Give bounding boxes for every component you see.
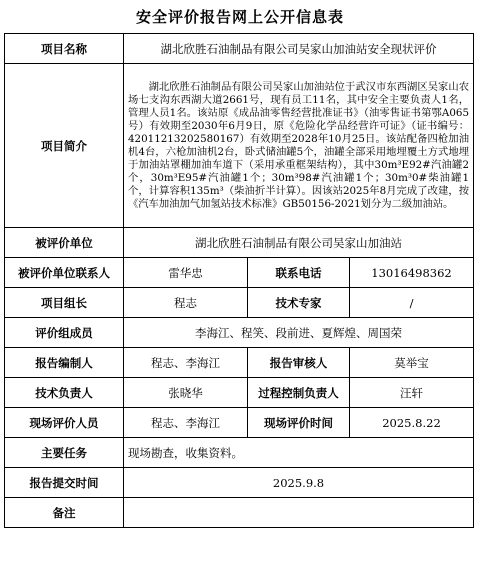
field-eval-value: 程志、李海江: [124, 408, 248, 438]
row-evaluated-unit: [5, 228, 474, 258]
field-eval-label: 现场评价人员: [5, 408, 124, 438]
row-project-intro: [5, 64, 474, 228]
report-reviewer-value: 莫举宝: [350, 348, 474, 378]
evaluated-unit-label: 被评价单位: [5, 228, 124, 258]
row-submit-time: [5, 468, 474, 498]
row-field-eval: [5, 408, 474, 438]
main-task-label: 主要任务: [5, 438, 124, 468]
submit-time-value: 2025.9.8: [124, 468, 474, 498]
project-name-value: 湖北欣胜石油制品有限公司吴家山加油站安全现状评价: [124, 34, 474, 64]
info-table: [4, 33, 474, 528]
report-reviewer-label: 报告审核人: [248, 348, 350, 378]
contact-value: 雷华忠: [124, 258, 248, 288]
row-team-members: [5, 318, 474, 348]
field-eval-time-label: 现场评价时间: [248, 408, 350, 438]
process-control-label: 过程控制负责人: [248, 378, 350, 408]
team-members-value: 李海江、程笑、段前进、夏辉煌、周国荣: [124, 318, 474, 348]
row-contact: [5, 258, 474, 288]
tech-lead-label: 技术负责人: [5, 378, 124, 408]
evaluated-unit-value: 湖北欣胜石油制品有限公司吴家山加油站: [124, 228, 474, 258]
contact-label: 被评价单位联系人: [5, 258, 124, 288]
tech-expert-label: 技术专家: [248, 288, 350, 318]
project-name-label: 项目名称: [5, 34, 124, 64]
tech-lead-value: 张晓华: [124, 378, 248, 408]
row-project-name: [5, 34, 474, 64]
team-members-label: 评价组成员: [5, 318, 124, 348]
submit-time-label: 报告提交时间: [5, 468, 124, 498]
row-team-leader: [5, 288, 474, 318]
row-report-author: [5, 348, 474, 378]
report-author-label: 报告编制人: [5, 348, 124, 378]
remarks-value: [124, 498, 474, 528]
team-leader-label: 项目组长: [5, 288, 124, 318]
project-intro-value: 湖北欣胜石油制品有限公司吴家山加油站位于武汉市东西湖区吴家山农场七支沟东西湖大道2661号，现有员工11名，其中安全主要负责人1名，管理人员1名。该站原《成品油零售经营批准证书》（油零售证书第鄂A065号）有效期至2030年6月9日，原《危险化学品经营许可证》（证书编号：4201121320258016​7）有效期至2028年10月25日。该站配备四枪加油机4台，六枪加油机2台，卧式储油罐5个，油罐全部采用地埋覆土方式地埋于加油站罩棚加油车道下（采用承重框架结构），其中30m³E92#汽油罐2个，30m³E95#汽油罐1个；30m³98#汽油罐1个；30m³0#柴油罐1个，计算容积135m³（柴油折半计算）。因该站2025年8月完成了改建，按《汽车加油加气加氢站技术标准》GB50156-2021划分为二级加油站。: [124, 64, 474, 228]
remarks-label: 备注: [5, 498, 124, 528]
main-task-value: 现场勘查，收集资料。: [124, 438, 474, 468]
phone-value: 13016498362: [350, 258, 474, 288]
team-leader-value: 程志: [124, 288, 248, 318]
row-main-task: [5, 438, 474, 468]
project-intro-label: 项目简介: [5, 64, 124, 228]
row-tech-lead: [5, 378, 474, 408]
row-remarks: [5, 498, 474, 528]
phone-label: 联系电话: [248, 258, 350, 288]
page-title: 安全评价报告网上公开信息表: [135, 8, 344, 26]
field-eval-time-value: 2025.8.22: [350, 408, 474, 438]
process-control-value: 汪轩: [350, 378, 474, 408]
tech-expert-value: /: [350, 288, 474, 318]
report-author-value: 程志、李海江: [124, 348, 248, 378]
